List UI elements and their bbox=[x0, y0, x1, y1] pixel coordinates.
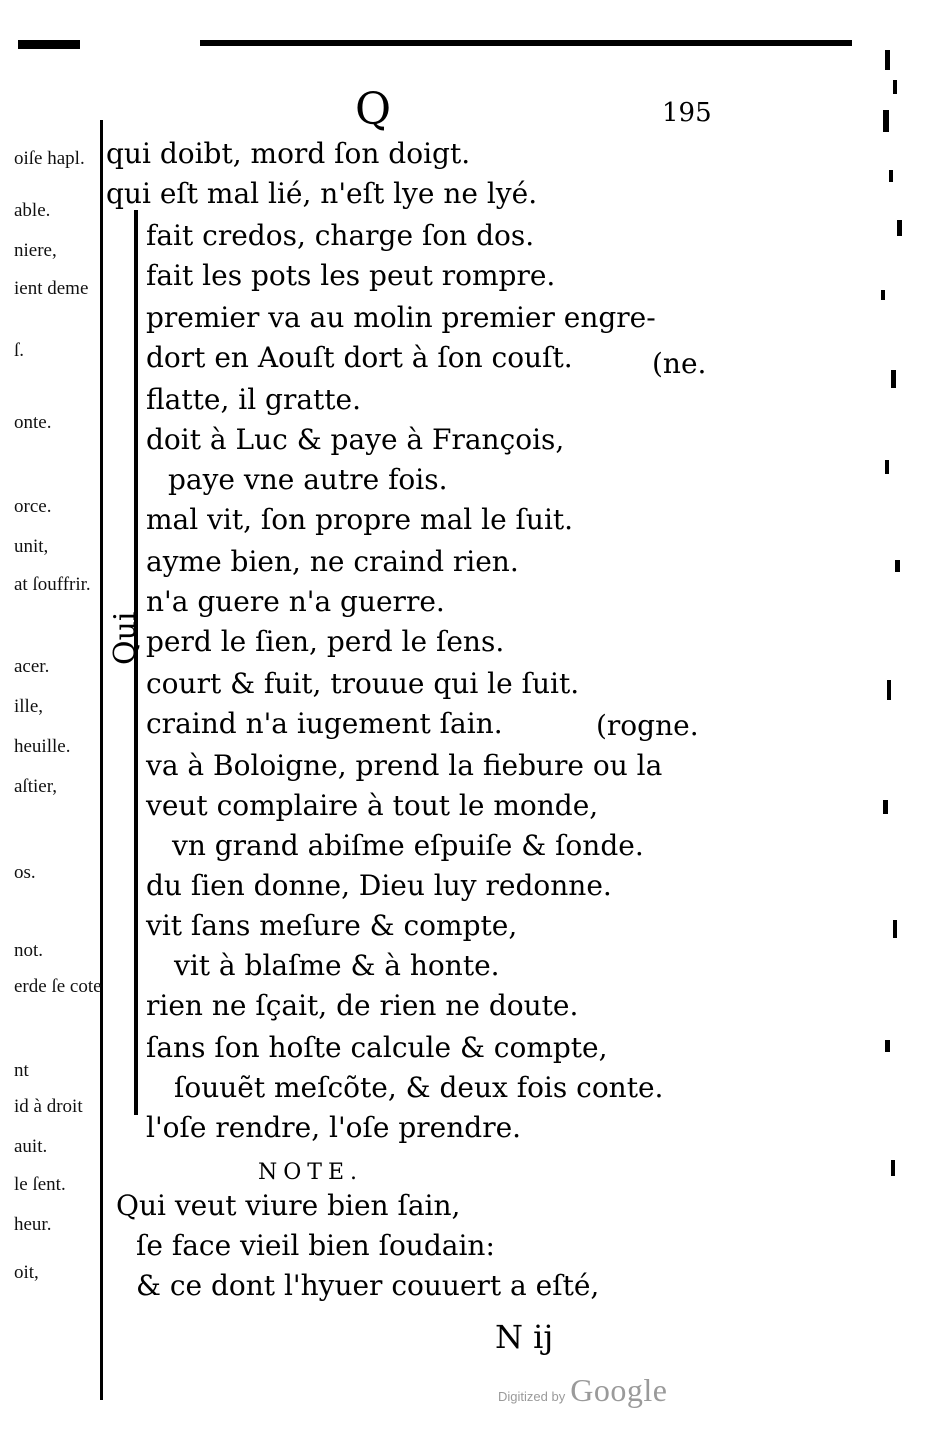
margin-fragment: heuille. bbox=[14, 736, 71, 757]
text-line: court & fuit, trouue qui le ſuit. bbox=[146, 667, 580, 700]
margin-fragment: le ſent. bbox=[14, 1174, 66, 1195]
text-line: mal vit, ſon propre mal le ſuit. bbox=[146, 503, 574, 536]
text-line: n'a guere n'a guerre. bbox=[146, 585, 445, 618]
text-line: qui doibt, mord ſon doigt. bbox=[106, 137, 471, 170]
text-line: du ſien donne, Dieu luy redonne. bbox=[146, 869, 612, 902]
margin-fragment: heur. bbox=[14, 1214, 52, 1235]
watermark-brand: Google bbox=[570, 1372, 668, 1408]
margin-fragment: id à droit bbox=[14, 1096, 83, 1117]
text-line: vit à blaſme & à honte. bbox=[174, 949, 500, 982]
text-line: fait les pots les peut rompre. bbox=[146, 259, 556, 292]
text-line: fait credos, charge ſon dos. bbox=[146, 219, 535, 252]
margin-fragment: unit, bbox=[14, 536, 49, 557]
text-line: perd le ſien, perd le ſens. bbox=[146, 625, 505, 658]
text-line: veut complaire à tout le monde, bbox=[146, 789, 599, 822]
text-line: ſouuẽt meſcõte, & deux fois conte. bbox=[174, 1071, 664, 1104]
watermark-prefix: Digitized by bbox=[498, 1389, 566, 1404]
top-left-ink-bar bbox=[18, 40, 80, 49]
side-label: Qui bbox=[108, 611, 143, 665]
section-letter: Q bbox=[355, 84, 392, 135]
margin-fragment: auit. bbox=[14, 1136, 48, 1157]
text-line: vn grand abiſme eſpuiſe & ſonde. bbox=[172, 829, 644, 862]
text-line: qui eſt mal lié, n'eſt lye ne lyé. bbox=[106, 177, 538, 210]
margin-fragment: able. bbox=[14, 200, 51, 221]
margin-fragment: orce. bbox=[14, 496, 52, 517]
margin-fragment: niere, bbox=[14, 240, 57, 261]
margin-fragment: acer. bbox=[14, 656, 50, 677]
text-line: dort en Aouſt dort à ſon couſt. bbox=[146, 341, 573, 374]
digitization-watermark bbox=[498, 1372, 668, 1409]
top-ink-rule bbox=[200, 40, 852, 46]
margin-fragment: erde ſe cote bbox=[14, 976, 102, 997]
note-line: Qui veut viure bien ſain, bbox=[116, 1189, 461, 1222]
margin-fragment: ille, bbox=[14, 696, 44, 717]
text-line: craind n'a iugement ſain. bbox=[146, 707, 503, 740]
text-line: ſans ſon hoſte calcule & compte, bbox=[146, 1031, 608, 1064]
text-line: ayme bien, ne craind rien. bbox=[146, 545, 519, 578]
text-line: doit à Luc & paye à François, bbox=[146, 423, 565, 456]
text-line: l'oſe rendre, l'oſe prendre. bbox=[146, 1111, 522, 1144]
margin-fragment: nt bbox=[14, 1060, 29, 1081]
margin-fragment: aſtier, bbox=[14, 776, 58, 797]
signature-mark: N ij bbox=[495, 1318, 554, 1356]
margin-fragment: onte. bbox=[14, 412, 52, 433]
text-line: flatte, il gratte. bbox=[146, 383, 362, 416]
text-line: (rogne. bbox=[596, 709, 699, 742]
text-line: (ne. bbox=[652, 347, 707, 380]
text-line: vit ſans meſure & compte, bbox=[146, 909, 518, 942]
margin-fragment: not. bbox=[14, 940, 44, 961]
note-line: ſe face vieil bien ſoudain: bbox=[136, 1229, 495, 1262]
right-edge-specks bbox=[875, 40, 935, 1240]
margin-fragment: oiſe hapl. bbox=[14, 148, 85, 169]
text-line: va à Boloigne, prend la fiebure ou la bbox=[146, 749, 663, 782]
text-line: paye vne autre fois. bbox=[168, 463, 448, 496]
gutter-rule bbox=[100, 120, 103, 1400]
page-number: 195 bbox=[662, 98, 712, 128]
margin-fragment: os. bbox=[14, 862, 36, 883]
text-line: rien ne ſçait, de rien ne doute. bbox=[146, 989, 579, 1022]
note-heading: NOTE. bbox=[258, 1160, 364, 1185]
text-line: premier va au molin premier engre- bbox=[146, 301, 656, 334]
margin-fragment: ient deme bbox=[14, 278, 89, 299]
margin-fragment: oit, bbox=[14, 1262, 39, 1283]
margin-fragment: at ſouffrir. bbox=[14, 574, 91, 595]
margin-fragment: ſ. bbox=[14, 340, 25, 361]
note-line: & ce dont l'hyuer couuert a eſté, bbox=[136, 1269, 600, 1302]
